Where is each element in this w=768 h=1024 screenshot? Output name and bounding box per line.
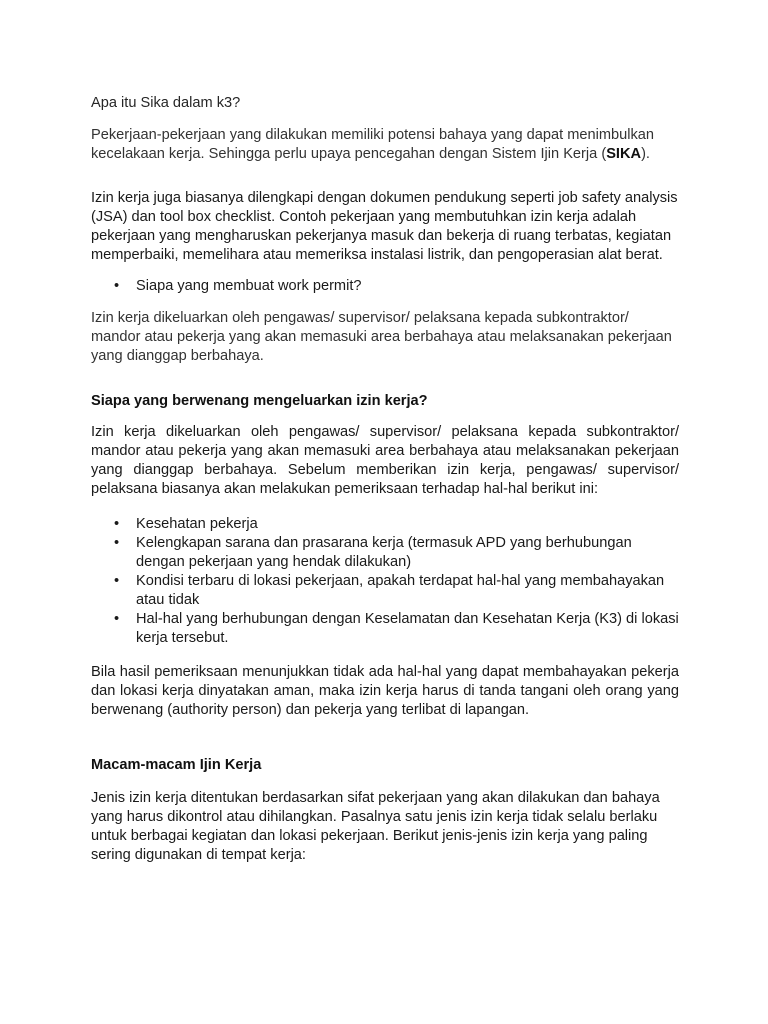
document-page <box>91 94 679 865</box>
list-item: • Kesehatan pekerja <box>91 515 679 534</box>
permit-types-heading: Macam-macam Ijin Kerja <box>91 757 262 773</box>
list-item: • Hal-hal yang berhubungan dengan Keselamatan dan Kesehatan Kerja (K3) di lokasi kerja tersebut. <box>91 610 679 648</box>
sika-acronym: SIKA <box>606 146 642 162</box>
issuer-paragraph: Izin kerja dikeluarkan oleh pengawas/ supervisor/ pelaksana kepada subkontraktor/ mandor atau pekerja yang akan memasuki area berbahaya atau melaksanakan pekerjaan yang dianggap berbahaya. <box>91 310 672 364</box>
list-item: • Siapa yang membuat work permit? <box>91 277 679 296</box>
sika-definition-end: ). <box>641 146 650 162</box>
permit-types-paragraph: Jenis izin kerja ditentukan berdasarkan sifat pekerjaan yang akan dilakukan dan bahaya yang harus dikontrol atau dihilangkan. Pasalnya satu jenis izin kerja tidak selalu berlaku untuk berbagai kegiatan dan lokasi pekerjaan. Berikut jenis-jenis izin kerja yang paling sering digunakan di tempat kerja: <box>91 790 660 863</box>
sika-definition-text: Pekerjaan-pekerjaan yang dilakukan memiliki potensi bahaya yang dapat menimbulkan kecelakaan kerja. Sehingga perlu upaya pencegahan dengan Sistem Ijin Kerja ( <box>91 127 655 162</box>
authority-heading: Siapa yang berwenang mengeluarkan izin kerja? <box>91 393 428 409</box>
question-bullet-list <box>91 277 679 296</box>
sika-definition-paragraph <box>91 126 679 164</box>
inspection-result-paragraph: Bila hasil pemeriksaan menunjukkan tidak ada hal-hal yang dapat membahayakan pekerja dan lokasi kerja dinyatakan aman, maka izin kerja harus di tanda tangani oleh orang yang berwenang (authority person) dan pekerja yang terlibat di lapangan. <box>91 664 679 718</box>
supporting-documents-paragraph: Izin kerja juga biasanya dilengkapi dengan dokumen pendukung seperti job safety analysis (JSA) dan tool box checklist. Contoh pekerjaan yang membutuhkan izin kerja adalah pekerjaan yang mengharuskan pekerjanya masuk dan bekerja di ruang terbatas, kegiatan memperbaiki, memelihara atau memeriksa instalasi listrik, dan pengoperasian alat berat. <box>91 190 678 263</box>
inspection-checklist <box>91 515 679 648</box>
list-item: • Kelengkapan sarana dan prasarana kerja (termasuk APD yang berhubungan dengan pekerjaan yang hendak dilakukan) <box>91 534 679 572</box>
list-item: • Kondisi terbaru di lokasi pekerjaan, apakah terdapat hal-hal yang membahayakan atau tidak <box>91 572 679 610</box>
intro-heading: Apa itu Sika dalam k3? <box>91 95 241 111</box>
authority-paragraph: Izin kerja dikeluarkan oleh pengawas/ supervisor/ pelaksana kepada subkontraktor/ mandor atau pekerja yang akan memasuki area berbahaya atau melaksanakan pekerjaan yang dianggap berbahaya. Sebelum memberikan izin kerja, pengawas/ supervisor/ pelaksana biasanya akan melakukan pemeriksaan terhadap hal-hal berikut ini: <box>91 424 679 497</box>
